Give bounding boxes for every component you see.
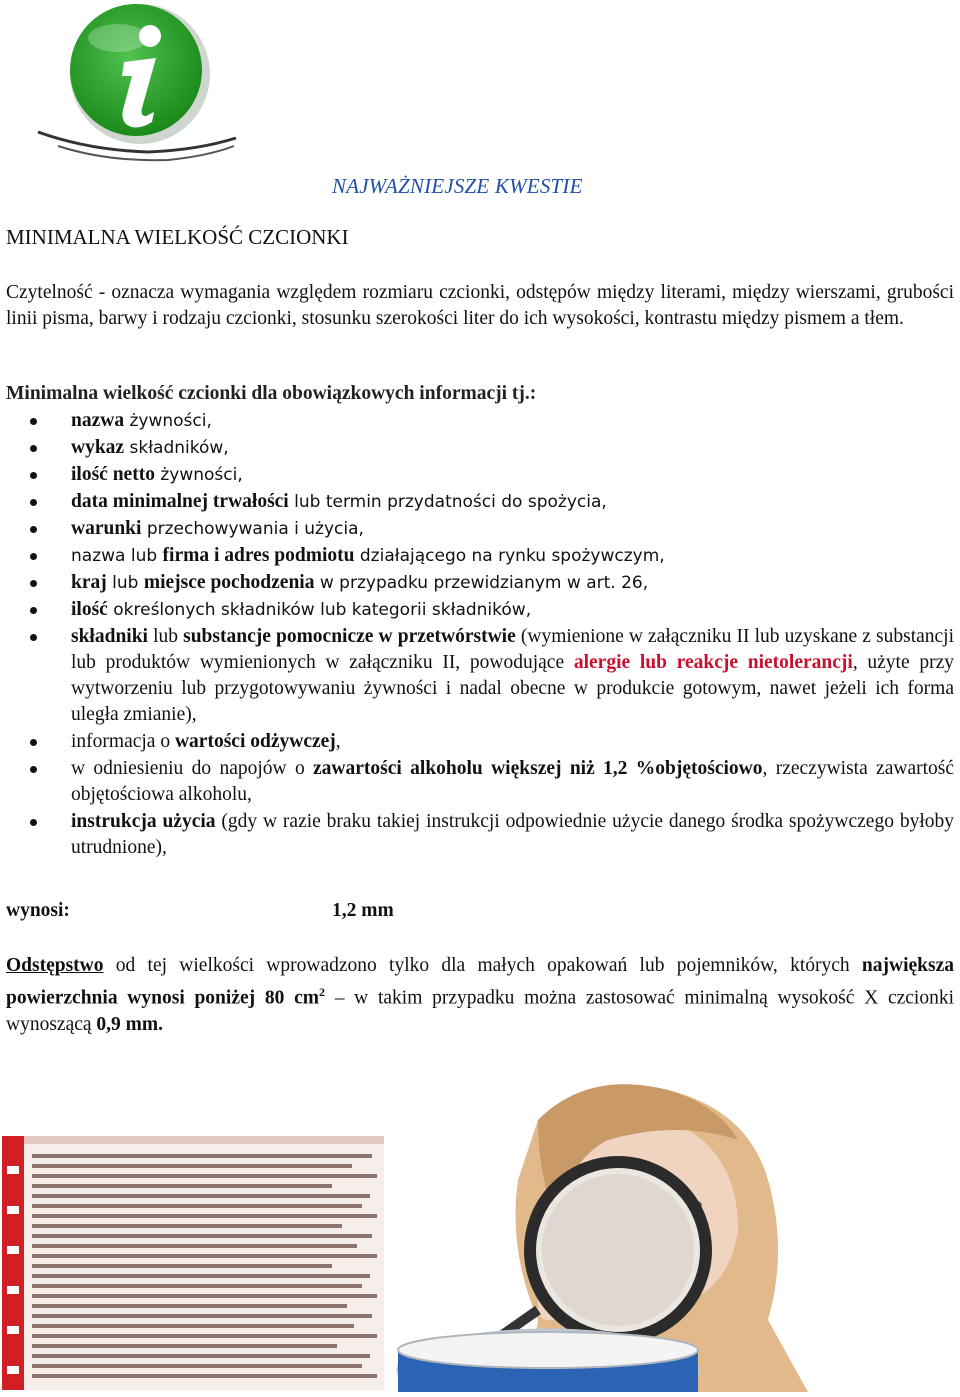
wynosi-label: wynosi: [6,900,70,921]
deviation-paragraph: Odstępstwo od tej wielkości wprowadzono tylko dla małych opakowań lub pojemników, których największa powierzchnia wynosi poniżej 80 $cm^2$ – w takim przypadku można zastosować minimalną wysokość X czcionki wynoszącą 0,9 mm. [6,955,954,1035]
bullet-icon [30,499,37,506]
wynosi-value: 1,2 mm [332,900,394,921]
list-item: składniki lub substancje pomocnicze w przetwórstwie (wymienione w załączniku II lub uzyskane z substancji lub produktów wymienionych w załączniku II, powodujące alergie lub reakcje nietolerancji, użyte przy wytworzeniu lub przygotowywaniu żywności i nadal obecne w produkcie gotowym, nawet jeżeli ich forma uległa zmianie), [0,624,954,728]
bullet-icon [30,819,37,826]
info-icon [28,0,240,168]
bullet-icon [30,553,37,560]
list-item: nazwa żywności, [0,408,954,434]
list-item: nazwa lub firma i adres podmiotu działającego na rynku spożywczym, [0,543,954,569]
list-item: instrukcja użycia (gdy w razie braku takiej instrukcji odpowiednie użycie danego środka spożywczego byłoby utrudnione), [0,809,954,861]
bullet-icon [30,607,37,614]
requirements-heading: Minimalna wielkość czcionki dla obowiązkowych informacji tj.: [6,383,537,404]
bullet-icon [30,526,37,533]
bullet-icon [30,739,37,746]
list-item: w odniesieniu do napojów o zawartości alkoholu większej niż 1,2 %objętościowo, rzeczywista zawartość objętościowa alkoholu, [0,756,954,808]
list-item: ilość netto żywności, [0,462,954,488]
bullet-icon [30,445,37,452]
info-logo [28,0,240,168]
list-item: kraj lub miejsce pochodzenia w przypadku przewidzianym w art. 26, [0,570,954,596]
bullet-icon [30,634,37,641]
bullet-icon [30,766,37,773]
magnifying-glass-photo [388,1080,960,1392]
list-item: data minimalnej trwałości lub termin przydatności do spożycia, [0,489,954,515]
requirements-list [0,408,954,862]
list-item: ilość określonych składników lub kategorii składników, [0,597,954,623]
list-item: informacja o wartości odżywczej, [0,729,954,755]
list-item: wykaz składników, [0,435,954,461]
list-item: warunki przechowywania i użycia, [0,516,954,542]
bullet-icon [30,418,37,425]
intro-paragraph: Czytelność - oznacza wymagania względem rozmiaru czcionki, odstępów między literami, między wierszami, grubości linii pisma, barwy i rodzaju czcionki, stosunku szerokości liter do ich wysokości, kontrastu między pismem a tłem. [6,282,954,329]
ingredients-label-photo [2,1136,384,1390]
bullet-icon [30,580,37,587]
bullet-icon [30,472,37,479]
header-title: NAJWAŻNIEJSZE KWESTIE [332,174,583,198]
section-title: MINIMALNA WIELKOŚĆ CZCIONKI [6,225,349,249]
